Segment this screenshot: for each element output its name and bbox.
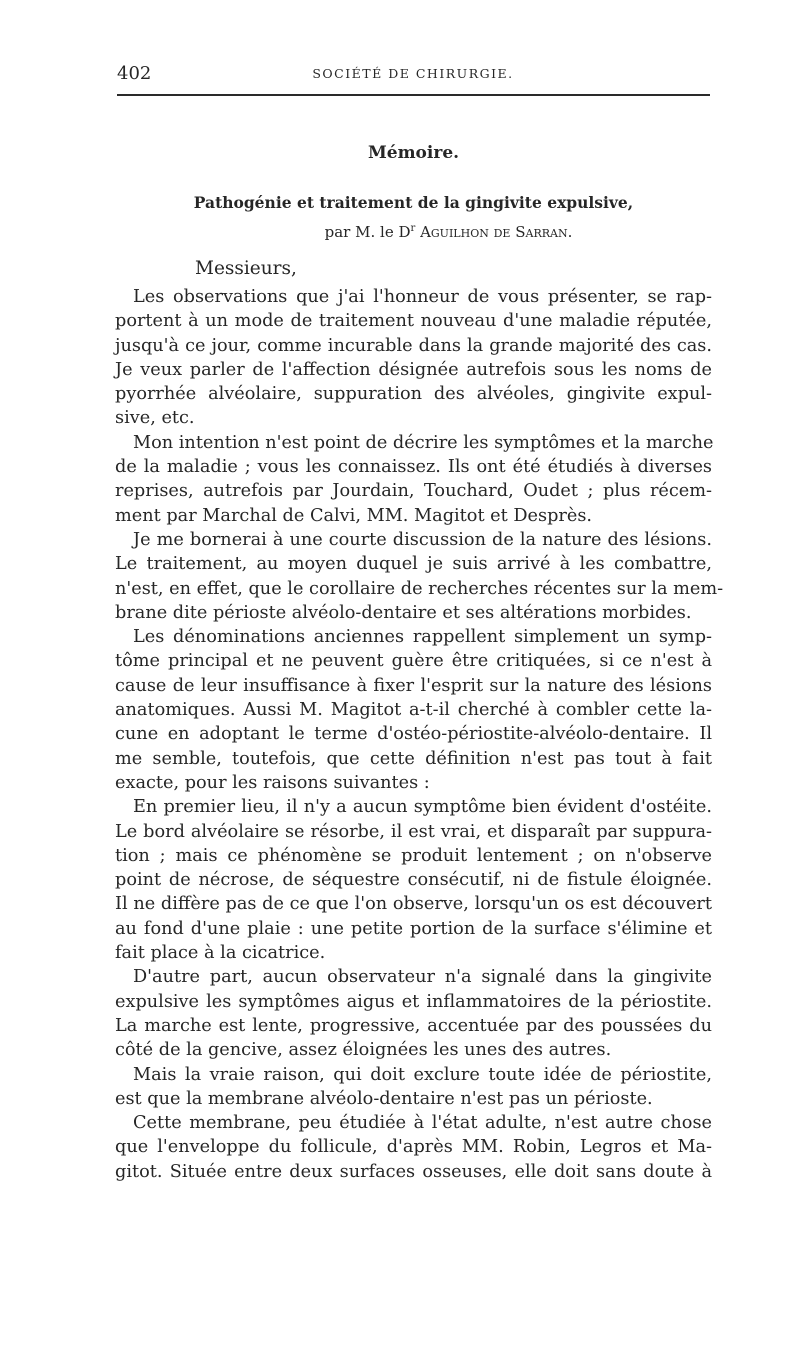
- text-line: sive, etc.: [115, 408, 195, 429]
- text-line: En premier lieu, il n'y a aucun symptôme bien évident d'ostéite.: [133, 797, 712, 818]
- text-line: Il ne diffère pas de ce que l'on observe, lorsqu'un os est découvert: [115, 894, 712, 915]
- text-line: anatomiques. Aussi M. Magitot a-t-il cherché à combler cette la-: [115, 700, 712, 721]
- text-line: brane dite périoste alvéolo-dentaire et ses altérations morbides.: [115, 602, 692, 623]
- page-number: 402: [117, 63, 152, 84]
- text-line: Le traitement, au moyen duquel je suis arrivé à les combattre,: [115, 554, 712, 575]
- author-name: Aguilhon de Sarran.: [420, 223, 573, 241]
- text-line: Mon intention n'est point de décrire les symptômes et la marche: [133, 432, 714, 453]
- text-line: exacte, pour les raisons suivantes :: [115, 772, 430, 793]
- text-line: La marche est lente, progressive, accentuée par des poussées du: [115, 1015, 712, 1036]
- body-text: [115, 285, 724, 1184]
- text-line: côté de la gencive, assez éloignées les unes des autres.: [115, 1040, 612, 1061]
- header-rule: [117, 94, 710, 96]
- text-line: point de nécrose, de séquestre consécutif, ni de fistule éloignée.: [115, 870, 712, 891]
- text-line: que l'enveloppe du follicule, d'après MM. Robin, Legros et Ma-: [115, 1137, 712, 1158]
- text-line: portent à un mode de traitement nouveau d'une maladie réputée,: [115, 311, 712, 332]
- text-line: est que la membrane alvéolo-dentaire n'est pas un périoste.: [115, 1088, 653, 1109]
- text-line: tion ; mais ce phénomène se produit lentement ; on n'observe: [115, 845, 712, 866]
- salutation: Messieurs,: [195, 258, 297, 279]
- byline-prefix: par M. le D: [324, 223, 411, 241]
- text-line: D'autre part, aucun observateur n'a signalé dans la gingivite: [133, 967, 712, 988]
- text-line: Les observations que j'ai l'honneur de vous présenter, se rap-: [133, 287, 712, 307]
- text-line: cause de leur insuffisance à fixer l'esprit sur la nature des lésions: [115, 675, 712, 696]
- byline: [117, 216, 710, 245]
- text-line: de la maladie ; vous les connaissez. Ils ont été étudiés à diverses: [115, 457, 712, 478]
- text-line: cune en adoptant le terme d'ostéo-périostite-alvéolo-dentaire. Il: [115, 724, 712, 745]
- title-block: [117, 138, 710, 245]
- text-line: pyorrhée alvéolaire, suppuration des alvéoles, gingivite expul-: [115, 384, 712, 405]
- byline-superscript: r: [410, 223, 416, 234]
- text-line: Mais la vraie raison, qui doit exclure toute idée de périostite,: [133, 1064, 712, 1085]
- text-line: jusqu'à ce jour, comme incurable dans la grande majorité des cas.: [115, 335, 712, 356]
- text-line: Les dénominations anciennes rappellent simplement un symp-: [133, 627, 712, 648]
- running-head: SOCIÉTÉ DE CHIRURGIE.: [312, 66, 514, 81]
- text-line: Je veux parler de l'affection désignée autrefois sous les noms de: [115, 359, 712, 380]
- section-title: Mémoire.: [367, 143, 460, 163]
- text-line: n'est, en effet, que le corollaire de recherches récentes sur la mem-: [115, 578, 724, 599]
- text-line: reprises, autrefois par Jourdain, Touchard, Oudet ; plus récem-: [115, 481, 712, 502]
- article-title: Pathogénie et traitement de la gingivite expulsive,: [193, 193, 634, 212]
- text-line: me semble, toutefois, que cette définition n'est pas tout à fait: [115, 748, 712, 769]
- text-line: fait place à la cicatrice.: [115, 943, 326, 964]
- text-line: au fond d'une plaie : une petite portion de la surface s'élimine et: [115, 918, 712, 939]
- text-line: tôme principal et ne peuvent guère être critiquées, si ce n'est à: [115, 651, 712, 672]
- text-line: Je me bornerai à une courte discussion de la nature des lésions.: [133, 529, 712, 550]
- text-line: ment par Marchal de Calvi, MM. Magitot et Desprès.: [115, 505, 593, 526]
- text-line: Cette membrane, peu étudiée à l'état adulte, n'est autre chose: [133, 1113, 712, 1134]
- text-line: gitot. Située entre deux surfaces osseuses, elle doit sans doute à: [115, 1161, 712, 1182]
- text-line: Le bord alvéolaire se résorbe, il est vrai, et disparaît par suppura-: [115, 821, 712, 842]
- page-header: [117, 60, 709, 88]
- text-line: expulsive les symptômes aigus et inflammatoires de la périostite.: [115, 991, 712, 1012]
